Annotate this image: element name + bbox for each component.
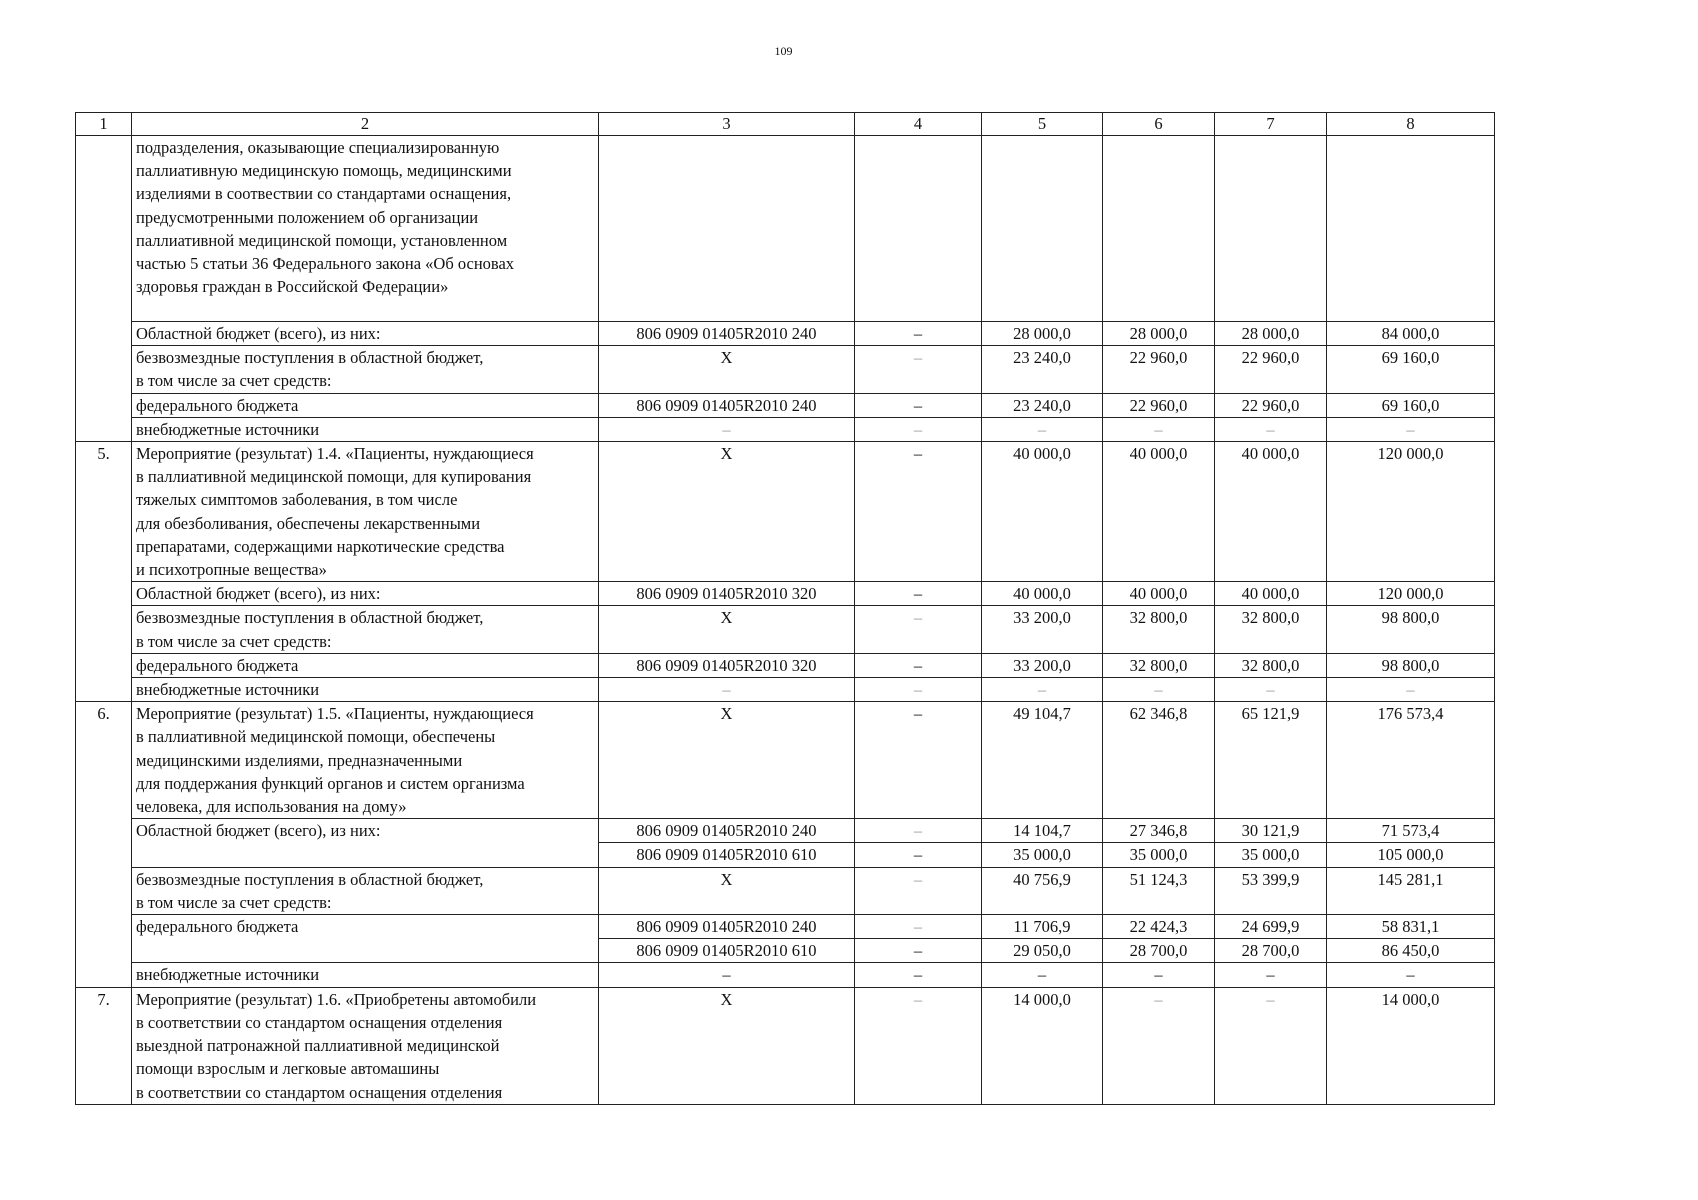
row-description: федерального бюджета bbox=[132, 915, 599, 963]
budget-code: – bbox=[599, 417, 855, 441]
row-description: федерального бюджета bbox=[132, 393, 599, 417]
year-1-value bbox=[982, 136, 1103, 322]
table-row bbox=[76, 915, 1495, 939]
total-value: 98 800,0 bbox=[1327, 653, 1495, 677]
budget-code: – bbox=[599, 678, 855, 702]
year-2-value: – bbox=[1103, 417, 1215, 441]
total-value: 145 281,1 bbox=[1327, 867, 1495, 914]
year-3-value: 22 960,0 bbox=[1215, 346, 1327, 393]
year-3-value: – bbox=[1215, 417, 1327, 441]
total-value: 98 800,0 bbox=[1327, 606, 1495, 653]
year-2-value bbox=[1103, 136, 1215, 322]
year-3-value: 28 700,0 bbox=[1215, 939, 1327, 963]
year-2-value: 62 346,8 bbox=[1103, 702, 1215, 819]
column-4-value bbox=[855, 136, 982, 322]
year-3-value: 28 000,0 bbox=[1215, 322, 1327, 346]
year-2-value: – bbox=[1103, 678, 1215, 702]
year-2-value: 28 000,0 bbox=[1103, 322, 1215, 346]
year-3-value: – bbox=[1215, 678, 1327, 702]
year-3-value: – bbox=[1215, 987, 1327, 1104]
column-4-value: – bbox=[855, 819, 982, 843]
year-1-value: – bbox=[982, 417, 1103, 441]
budget-table bbox=[75, 112, 1495, 1105]
column-number: 1 bbox=[76, 113, 132, 136]
year-1-value: – bbox=[982, 678, 1103, 702]
row-number bbox=[76, 136, 132, 442]
row-description: безвозмездные поступления в областной бюджет, в том числе за счет средств: bbox=[132, 346, 599, 393]
year-3-value: 32 800,0 bbox=[1215, 653, 1327, 677]
year-2-value: 51 124,3 bbox=[1103, 867, 1215, 914]
year-1-value: 40 000,0 bbox=[982, 582, 1103, 606]
total-value bbox=[1327, 136, 1495, 322]
table-row bbox=[76, 322, 1495, 346]
row-number: 7. bbox=[76, 987, 132, 1104]
table-row bbox=[76, 702, 1495, 819]
page-number: 109 bbox=[774, 44, 793, 58]
row-description: безвозмездные поступления в областной бюджет, в том числе за счет средств: bbox=[132, 867, 599, 914]
column-4-value: – bbox=[855, 322, 982, 346]
total-value: 86 450,0 bbox=[1327, 939, 1495, 963]
total-value: 69 160,0 bbox=[1327, 346, 1495, 393]
table-row bbox=[76, 819, 1495, 843]
table-row bbox=[76, 987, 1495, 1104]
total-value: 14 000,0 bbox=[1327, 987, 1495, 1104]
row-description: Областной бюджет (всего), из них: bbox=[132, 582, 599, 606]
year-2-value: 40 000,0 bbox=[1103, 582, 1215, 606]
row-description: Областной бюджет (всего), из них: bbox=[132, 322, 599, 346]
budget-code: – bbox=[599, 963, 855, 987]
budget-code: 806 0909 01405R2010 320 bbox=[599, 582, 855, 606]
budget-code: Х bbox=[599, 606, 855, 653]
budget-code: Х bbox=[599, 702, 855, 819]
row-description: внебюджетные источники bbox=[132, 678, 599, 702]
row-description: внебюджетные источники bbox=[132, 963, 599, 987]
row-description: внебюджетные источники bbox=[132, 417, 599, 441]
total-value: 176 573,4 bbox=[1327, 702, 1495, 819]
year-2-value: 22 960,0 bbox=[1103, 393, 1215, 417]
budget-code: Х bbox=[599, 346, 855, 393]
year-1-value: 14 104,7 bbox=[982, 819, 1103, 843]
total-value: – bbox=[1327, 417, 1495, 441]
column-number: 5 bbox=[982, 113, 1103, 136]
table-row bbox=[76, 393, 1495, 417]
year-2-value: – bbox=[1103, 987, 1215, 1104]
year-2-value: 27 346,8 bbox=[1103, 819, 1215, 843]
year-1-value: 35 000,0 bbox=[982, 843, 1103, 867]
column-4-value: – bbox=[855, 606, 982, 653]
table-row bbox=[76, 867, 1495, 914]
year-1-value: 28 000,0 bbox=[982, 322, 1103, 346]
row-description: Областной бюджет (всего), из них: bbox=[132, 819, 599, 867]
year-1-value: 40 000,0 bbox=[982, 442, 1103, 582]
year-3-value: 65 121,9 bbox=[1215, 702, 1327, 819]
column-number: 8 bbox=[1327, 113, 1495, 136]
column-4-value: – bbox=[855, 393, 982, 417]
column-4-value: – bbox=[855, 702, 982, 819]
year-3-value: 24 699,9 bbox=[1215, 915, 1327, 939]
table-row bbox=[76, 442, 1495, 582]
year-1-value: 29 050,0 bbox=[982, 939, 1103, 963]
row-description: Мероприятие (результат) 1.6. «Приобретены автомобили в соответствии со стандартом оснащения отделения выездной патронажной паллиативной медицинской помощи взрослым и легковые автомашины в соответствии со стандартом оснащения отделения bbox=[132, 987, 599, 1104]
column-4-value: – bbox=[855, 442, 982, 582]
year-3-value: 53 399,9 bbox=[1215, 867, 1327, 914]
total-value: 58 831,1 bbox=[1327, 915, 1495, 939]
total-value: 69 160,0 bbox=[1327, 393, 1495, 417]
row-description: безвозмездные поступления в областной бюджет, в том числе за счет средств: bbox=[132, 606, 599, 653]
year-1-value: 49 104,7 bbox=[982, 702, 1103, 819]
column-4-value: – bbox=[855, 417, 982, 441]
year-2-value: 40 000,0 bbox=[1103, 442, 1215, 582]
total-value: 120 000,0 bbox=[1327, 442, 1495, 582]
column-4-value: – bbox=[855, 939, 982, 963]
table-row bbox=[76, 136, 1495, 322]
table-row bbox=[76, 963, 1495, 987]
year-2-value: – bbox=[1103, 963, 1215, 987]
column-number: 4 bbox=[855, 113, 982, 136]
column-4-value: – bbox=[855, 346, 982, 393]
table-row bbox=[76, 653, 1495, 677]
budget-code: 806 0909 01405R2010 240 bbox=[599, 393, 855, 417]
year-3-value: 40 000,0 bbox=[1215, 582, 1327, 606]
table-row bbox=[76, 346, 1495, 393]
column-number-row bbox=[76, 113, 1495, 136]
row-description: федерального бюджета bbox=[132, 653, 599, 677]
budget-code: 806 0909 01405R2010 240 bbox=[599, 322, 855, 346]
table-row bbox=[76, 606, 1495, 653]
total-value: 105 000,0 bbox=[1327, 843, 1495, 867]
row-number: 5. bbox=[76, 442, 132, 702]
column-number: 2 bbox=[132, 113, 599, 136]
column-4-value: – bbox=[855, 963, 982, 987]
year-3-value: 30 121,9 bbox=[1215, 819, 1327, 843]
year-1-value: 23 240,0 bbox=[982, 346, 1103, 393]
budget-code bbox=[599, 136, 855, 322]
total-value: 84 000,0 bbox=[1327, 322, 1495, 346]
table-row bbox=[76, 417, 1495, 441]
year-3-value: 22 960,0 bbox=[1215, 393, 1327, 417]
year-2-value: 35 000,0 bbox=[1103, 843, 1215, 867]
budget-code: 806 0909 01405R2010 240 bbox=[599, 819, 855, 843]
budget-code: 806 0909 01405R2010 610 bbox=[599, 939, 855, 963]
column-4-value: – bbox=[855, 915, 982, 939]
budget-code: 806 0909 01405R2010 240 bbox=[599, 915, 855, 939]
total-value: – bbox=[1327, 963, 1495, 987]
year-1-value: 33 200,0 bbox=[982, 653, 1103, 677]
budget-code: Х bbox=[599, 987, 855, 1104]
year-3-value: – bbox=[1215, 963, 1327, 987]
column-4-value: – bbox=[855, 867, 982, 914]
year-1-value: 23 240,0 bbox=[982, 393, 1103, 417]
column-4-value: – bbox=[855, 987, 982, 1104]
row-number: 6. bbox=[76, 702, 132, 987]
year-1-value: 14 000,0 bbox=[982, 987, 1103, 1104]
column-4-value: – bbox=[855, 843, 982, 867]
column-number: 6 bbox=[1103, 113, 1215, 136]
budget-code: 806 0909 01405R2010 610 bbox=[599, 843, 855, 867]
year-1-value: 40 756,9 bbox=[982, 867, 1103, 914]
budget-code: Х bbox=[599, 867, 855, 914]
total-value: 120 000,0 bbox=[1327, 582, 1495, 606]
column-4-value: – bbox=[855, 653, 982, 677]
row-description: подразделения, оказывающие специализированную паллиативную медицинскую помощь, медицинскими изделиями в соотвествии со стандартами оснащения, предусмотренными положением об организации паллиативной медицинской помощи, установленном частью 5 статьи 36 Федерального закона «Об основах здоровья граждан в Российской Федерации» bbox=[132, 136, 599, 322]
column-number: 7 bbox=[1215, 113, 1327, 136]
year-2-value: 32 800,0 bbox=[1103, 653, 1215, 677]
year-2-value: 22 424,3 bbox=[1103, 915, 1215, 939]
year-1-value: 11 706,9 bbox=[982, 915, 1103, 939]
year-3-value: 40 000,0 bbox=[1215, 442, 1327, 582]
column-4-value: – bbox=[855, 678, 982, 702]
year-2-value: 28 700,0 bbox=[1103, 939, 1215, 963]
year-2-value: 32 800,0 bbox=[1103, 606, 1215, 653]
year-1-value: 33 200,0 bbox=[982, 606, 1103, 653]
year-3-value bbox=[1215, 136, 1327, 322]
year-1-value: – bbox=[982, 963, 1103, 987]
total-value: 71 573,4 bbox=[1327, 819, 1495, 843]
total-value: – bbox=[1327, 678, 1495, 702]
budget-code: 806 0909 01405R2010 320 bbox=[599, 653, 855, 677]
year-3-value: 35 000,0 bbox=[1215, 843, 1327, 867]
row-description: Мероприятие (результат) 1.5. «Пациенты, нуждающиеся в паллиативной медицинской помощи, обеспечены медицинскими изделиями, предназначенными для поддержания функций органов и систем организма человека, для использования на дому» bbox=[132, 702, 599, 819]
table-row bbox=[76, 678, 1495, 702]
row-description: Мероприятие (результат) 1.4. «Пациенты, нуждающиеся в паллиативной медицинской помощи, для купирования тяжелых симптомов заболевания, в том числе для обезболивания, обеспечены лекарственными препаратами, содержащими наркотические средства и психотропные вещества» bbox=[132, 442, 599, 582]
year-2-value: 22 960,0 bbox=[1103, 346, 1215, 393]
budget-code: Х bbox=[599, 442, 855, 582]
column-number: 3 bbox=[599, 113, 855, 136]
table-row bbox=[76, 582, 1495, 606]
year-3-value: 32 800,0 bbox=[1215, 606, 1327, 653]
column-4-value: – bbox=[855, 582, 982, 606]
